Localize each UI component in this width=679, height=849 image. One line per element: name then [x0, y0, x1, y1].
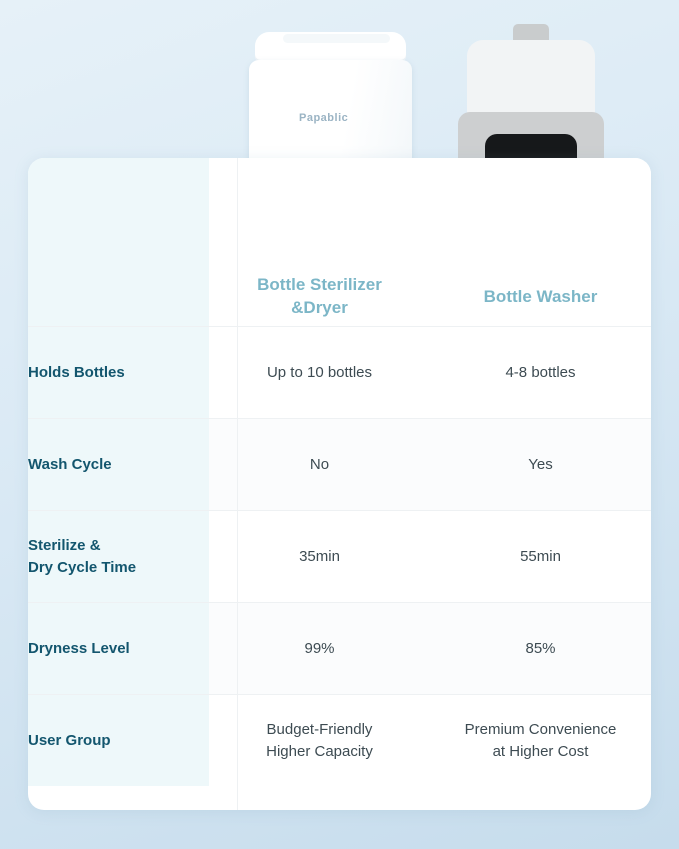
header-sterilizer-line2: &Dryer [291, 298, 348, 317]
cell-line1: 85% [525, 639, 556, 657]
cell-washer-dryness-level [430, 603, 651, 695]
sterilizer-lid-top [283, 34, 390, 43]
header-washer [430, 158, 651, 327]
row-label-line1: Wash Cycle [28, 455, 112, 473]
cell-line1: Yes [528, 455, 553, 473]
cell-washer-holds-bottles [430, 327, 651, 419]
comparison-table [28, 158, 651, 786]
cell-line1: 4-8 bottles [505, 363, 576, 381]
row-label-sterilize-dry-cycle-time [28, 511, 209, 603]
cell-sterilizer-wash-cycle [209, 419, 430, 511]
row-label-line1: Dryness Level [28, 639, 130, 657]
header-sterilizer-line1: Bottle Sterilizer [257, 275, 382, 295]
comparison-card [28, 158, 651, 810]
cell-washer-wash-cycle [430, 419, 651, 511]
cell-sterilizer-holds-bottles [209, 327, 430, 419]
sterilizer-brand-text: Papablic [299, 112, 349, 124]
table-header-row [28, 158, 651, 327]
cell-washer-user-group [430, 695, 651, 787]
table-row [28, 603, 651, 695]
sterilizer-lid [255, 32, 406, 62]
table-row [28, 327, 651, 419]
header-empty-cell [28, 158, 209, 327]
washer-top [467, 40, 595, 122]
row-label-holds-bottles [28, 327, 209, 419]
row-label-line1: Sterilize & [28, 536, 101, 554]
row-label-user-group [28, 695, 209, 787]
cell-line1: No [309, 455, 330, 473]
cell-line1: Up to 10 bottles [266, 363, 373, 381]
column-divider [237, 158, 238, 810]
header-sterilizer [209, 158, 430, 327]
cell-line1: Budget-Friendly [266, 720, 373, 738]
cell-line1: 35min [299, 547, 340, 565]
cell-line1: 55min [520, 547, 561, 565]
row-label-line1: User Group [28, 731, 111, 749]
row-label-line1: Holds Bottles [28, 363, 125, 381]
row-label-wash-cycle [28, 419, 209, 511]
cell-washer-cycle-time [430, 511, 651, 603]
cell-line2: Higher Capacity [266, 742, 373, 760]
cell-line1: 99% [304, 639, 335, 657]
table-row [28, 511, 651, 603]
cell-line1: Premium Convenience [464, 720, 617, 738]
header-washer-line1: Bottle Washer [483, 286, 598, 306]
cell-sterilizer-dryness-level [209, 603, 430, 695]
table-row [28, 695, 651, 787]
row-label-dryness-level [28, 603, 209, 695]
cell-sterilizer-cycle-time [209, 511, 430, 603]
cell-line2: at Higher Cost [492, 742, 589, 760]
cell-sterilizer-user-group [209, 695, 430, 787]
table-row [28, 419, 651, 511]
row-label-line2: Dry Cycle Time [28, 558, 137, 576]
